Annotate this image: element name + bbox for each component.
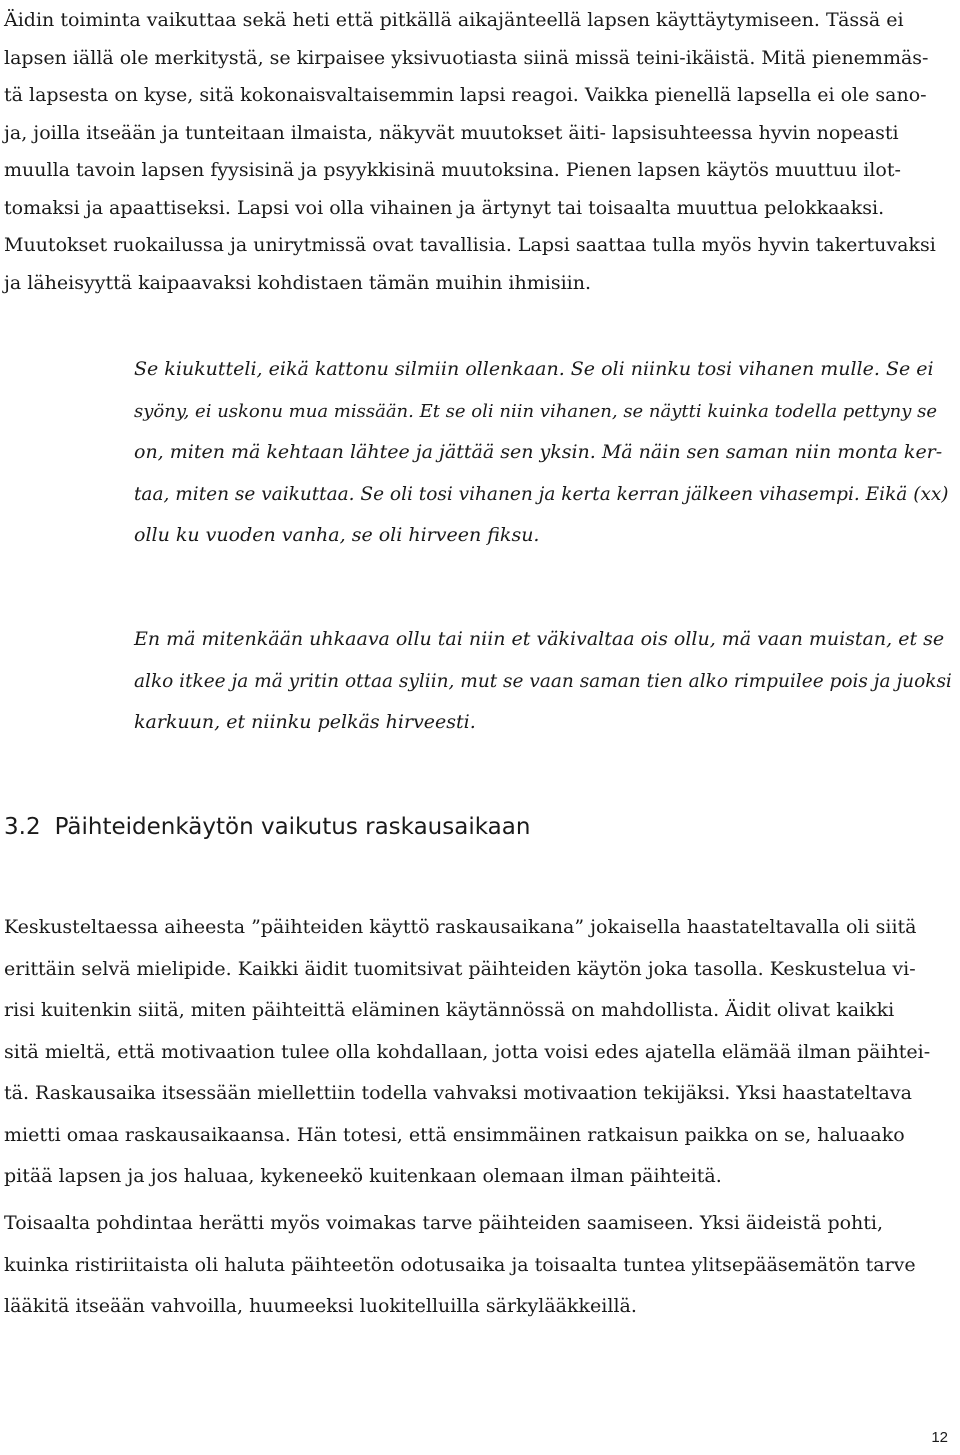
text-line: pitää lapsen ja jos haluaa, kykeneekö kuitenkaan olemaan ilman päihteitä. [4,1165,722,1187]
text-line: risi kuitenkin siitä, miten päihteittä eläminen käytännössä on mahdollista. Äidit olivat kaikki [4,999,895,1021]
text-line: Toisaalta pohdintaa herätti myös voimakas tarve päihteiden saamiseen. Yksi äideistä pohti, [4,1212,884,1234]
text-line: lapsen iällä ole merkitystä, se kirpaisee yksivuotiasta siinä missä teini-ikäistä. Mitä pienemmäs- [4,46,929,69]
text-line: Keskusteltaessa aiheesta ”päihteiden käyttö raskausaikana” jokaisella haastateltavalla oli siitä [4,916,917,938]
paragraph-craving [4,1203,956,1328]
quote-line: karkuun, et niinku pelkäs hirveesti. [134,711,476,733]
quote-line: En mä mitenkään uhkaava ollu tai niin et väkivaltaa ois ollu, mä vaan muistan, et se [134,628,945,650]
paragraph-mother-influence [4,2,956,302]
section-number: 3.2 [4,814,41,840]
text-line: Äidin toiminta vaikuttaa sekä heti että pitkällä aikajänteellä lapsen käyttäytymiseen. Tässä ei [4,9,904,31]
quote-line: ollu ku vuoden vanha, se oli hirveen fiksu. [134,524,540,546]
text-line: ja läheisyyttä kaipaavaksi kohdistaen tämän muihin ihmisiin. [4,271,592,294]
text-line: tä. Raskausaika itsessään miellettiin todella vahvaksi motivaation tekijäksi. Yksi haastateltava [4,1082,912,1104]
quote-line: on, miten mä kehtaan lähtee ja jättää sen yksin. Mä näin sen saman niin monta ker- [134,441,943,463]
quote-line: Se kiukutteli, eikä kattonu silmiin ollenkaan. Se oli niinku tosi vihanen mulle. Se ei [134,358,934,380]
text-line: tomaksi ja apaattiseksi. Lapsi voi olla vihainen ja ärtynyt tai toisaalta muuttua pelokkaaksi. [4,196,885,219]
page-number: 12 [931,1429,948,1446]
text-line: muulla tavoin lapsen fyysisinä ja psyykkisinä muutoksina. Pienen lapsen käytös muuttuu ilot- [4,159,901,181]
interview-quote-1 [134,349,956,557]
text-line: mietti omaa raskausaikaansa. Hän totesi, että ensimmäinen ratkaisun paikka on se, haluaako [4,1123,905,1146]
quote-line: syöny, ei uskonu mua missään. Et se oli niin vihanen, se näytti kuinka todella pettyny se [134,400,937,422]
text-line: kuinka ristiriitaista oli haluta päihteetön odotusaika ja toisaalta tuntea ylitsepääsemätön tarve [4,1253,916,1276]
section-heading [4,814,530,840]
text-line: lääkitä itseään vahvoilla, huumeeksi luokitelluilla särkylääkkeillä. [4,1295,637,1317]
text-line: tä lapsesta on kyse, sitä kokonaisvaltaisemmin lapsi reagoi. Vaikka pienellä lapsella ei ole sano- [4,84,927,106]
text-line: Muutokset ruokailussa ja unirytmissä ovat tavallisia. Lapsi saattaa tulla myös hyvin takertuvaksi [4,234,936,256]
quote-line: alko itkee ja mä yritin ottaa syliin, mut se vaan saman tien alko rimpuilee pois ja juoksi [134,670,952,692]
text-line: erittäin selvä mielipide. Kaikki äidit tuomitsivat päihteiden käytön joka tasolla. Keskustelua vi- [4,957,916,980]
text-line: sitä mieltä, että motivaation tulee olla kohdallaan, jotta voisi edes ajatella elämää ilman päihtei- [4,1040,931,1063]
interview-quote-2 [134,619,956,744]
quote-line: taa, miten se vaikuttaa. Se oli tosi vihanen ja kerta kerran jälkeen vihasempi. Eikä (xx) [134,483,949,505]
text-line: ja, joilla itseään ja tunteitaan ilmaista, näkyvät muutokset äiti- lapsisuhteessa hyvin nopeasti [4,121,899,144]
section-title: Päihteidenkäytön vaikutus raskausaikaan [54,814,531,840]
paragraph-substance-use-opinions [4,907,956,1198]
